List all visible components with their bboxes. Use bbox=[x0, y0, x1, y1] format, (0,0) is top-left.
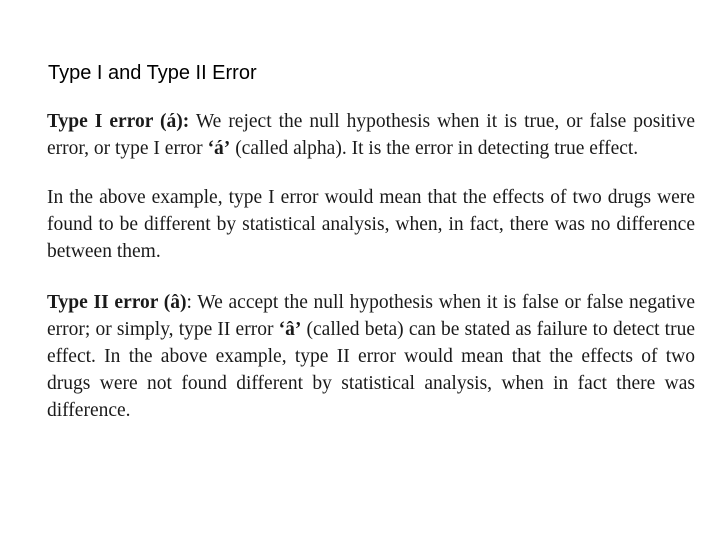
type-two-error-definition-end: (called beta) can be stated as failure to detect true effect. In the above example, type II error would mean that the effects of two drugs were not found different by statistical analysis, when in fact there was difference. bbox=[47, 319, 695, 421]
slide-title: Type I and Type II Error bbox=[48, 62, 257, 84]
beta-symbol: ‘â’ bbox=[278, 319, 302, 340]
alpha-symbol: ‘á’ bbox=[207, 138, 231, 159]
type-one-error-paragraph bbox=[47, 108, 695, 162]
type-one-error-example-paragraph: In the above example, type I error would mean that the effects of two drugs were found to be different by statistical analysis, when, in fact, there was no difference between them. bbox=[47, 187, 695, 262]
type-two-error-term: Type II error (â) bbox=[47, 292, 187, 313]
type-one-error-definition-end: (called alpha). It is the error in detecting true effect. bbox=[230, 138, 639, 159]
type-one-error-term: Type I error (á): bbox=[47, 111, 190, 132]
type-one-error-definition: We reject the null hypothesis when it is true, or false positive error, or type I error bbox=[47, 111, 695, 159]
type-two-error-definition: : We accept the null hypothesis when it is false or false negative error; or simply, type II error bbox=[47, 292, 696, 340]
type-two-error-paragraph bbox=[47, 289, 695, 424]
slide-body bbox=[47, 108, 695, 424]
